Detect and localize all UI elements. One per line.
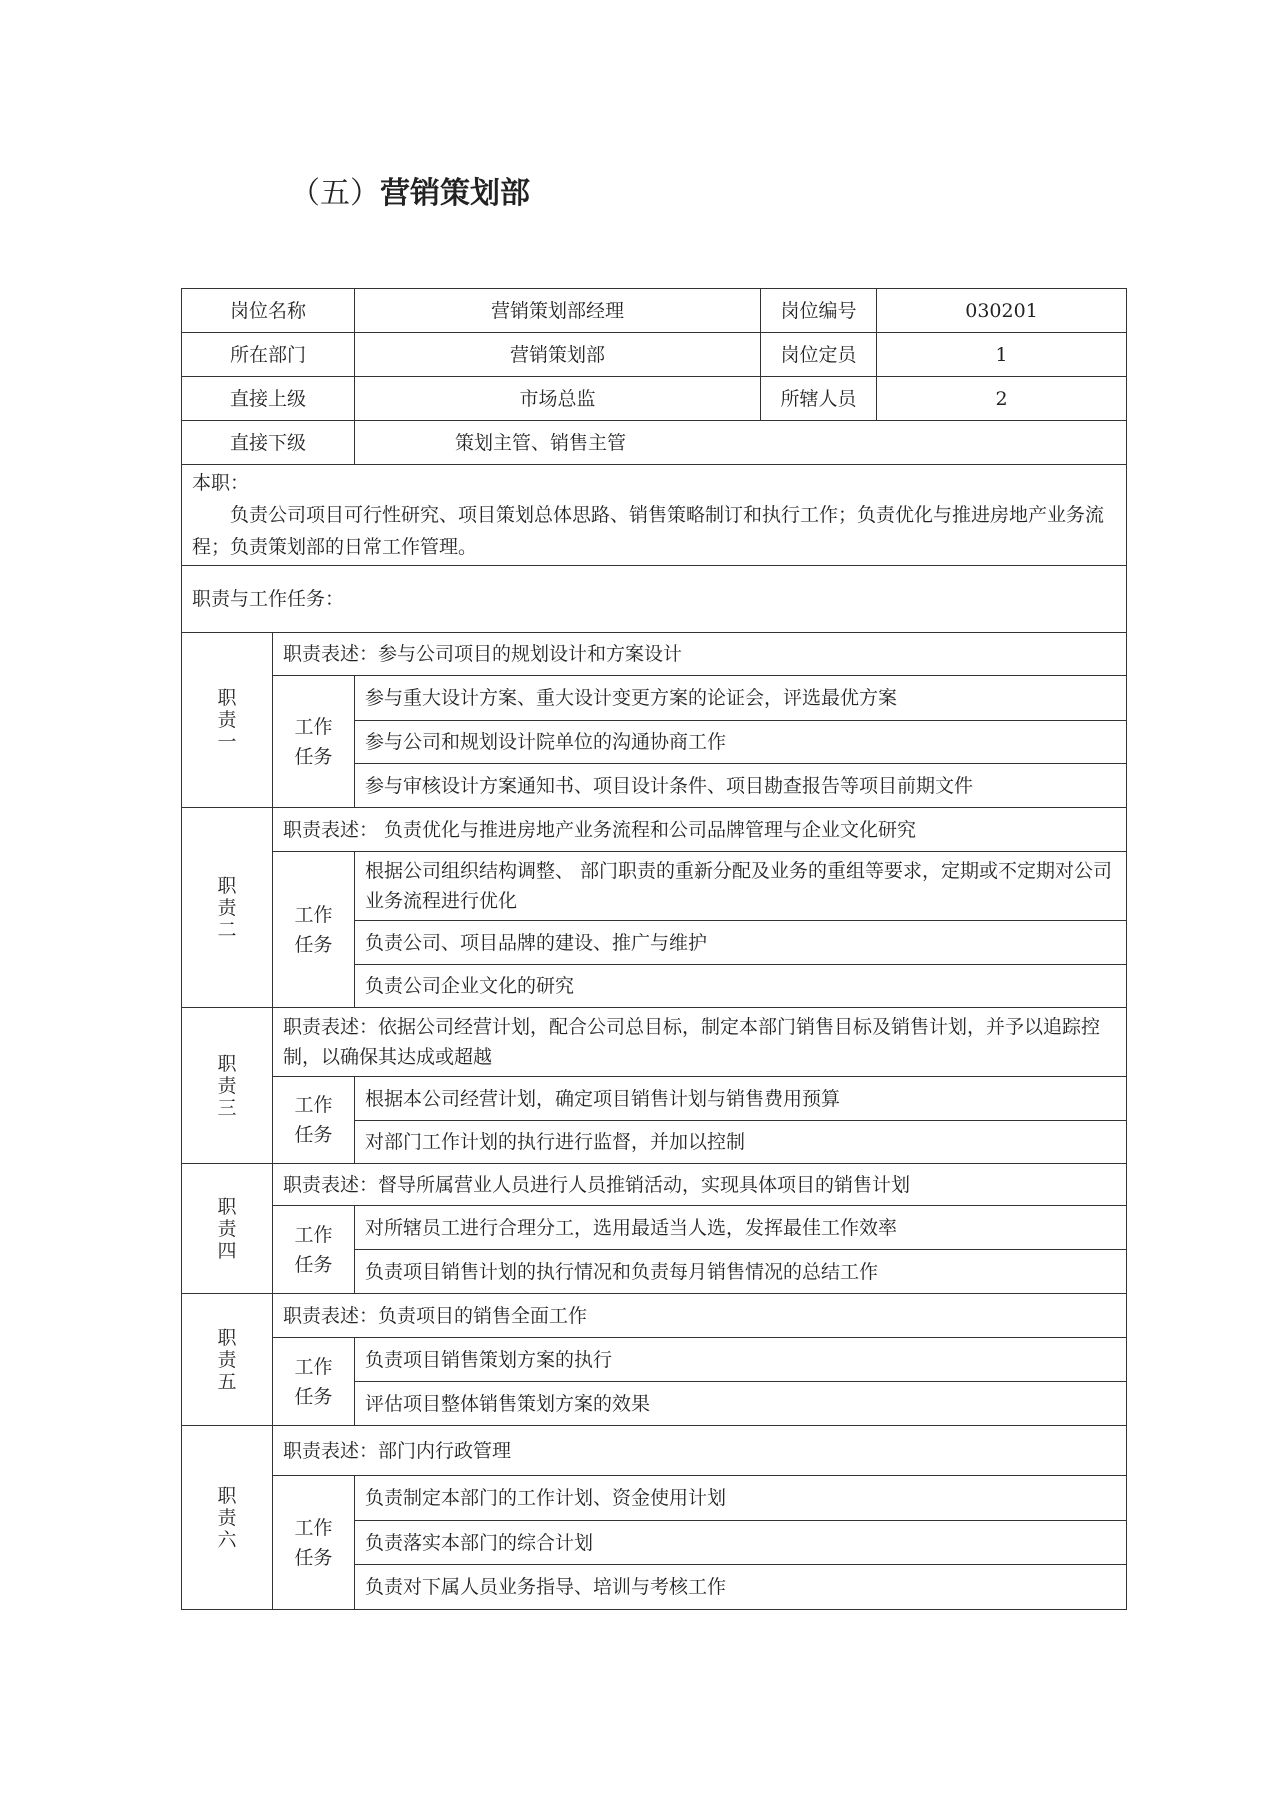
- table-row: [182, 1476, 1127, 1521]
- field-value: 1: [877, 333, 1127, 377]
- task-item: 参与公司和规划设计院单位的沟通协商工作: [355, 721, 1127, 764]
- table-row: [182, 1426, 1127, 1476]
- table-row: [182, 1077, 1127, 1121]
- table-row: [182, 377, 1127, 421]
- field-value: 营销策划部经理: [355, 289, 761, 333]
- duty-name: 职责二: [217, 874, 237, 941]
- task-item: 负责对下属人员业务指导、培训与考核工作: [355, 1565, 1127, 1610]
- field-value: 市场总监: [355, 377, 761, 421]
- task-label-text: 工作任务: [294, 1223, 333, 1276]
- task-label-text: 工作任务: [294, 903, 333, 956]
- task-item: 负责项目销售策划方案的执行: [355, 1338, 1127, 1382]
- task-item: 参与重大设计方案、重大设计变更方案的论证会，评选最优方案: [355, 676, 1127, 721]
- duty-description: 职责表述：部门内行政管理: [273, 1426, 1127, 1476]
- summary-label: 本职：: [192, 472, 250, 494]
- duty-label: [182, 1008, 273, 1164]
- duty-label: [182, 1426, 273, 1610]
- table-row: [182, 1206, 1127, 1250]
- task-item: 对部门工作计划的执行进行监督，并加以控制: [355, 1121, 1127, 1164]
- table-row: [182, 633, 1127, 676]
- task-label-text: 工作任务: [294, 715, 333, 768]
- duty-description: 职责表述： 负责优化与推进房地产业务流程和公司品牌管理与企业文化研究: [273, 808, 1127, 852]
- task-label: [273, 676, 355, 808]
- field-value: 030201: [877, 289, 1127, 333]
- table-row: [182, 421, 1127, 465]
- duty-name: 职责四: [217, 1195, 237, 1262]
- duty-name: 职责六: [217, 1484, 237, 1551]
- duty-label: [182, 1294, 273, 1426]
- task-label: [273, 1077, 355, 1164]
- field-label: 直接下级: [182, 421, 355, 465]
- duty-description: 职责表述：参与公司项目的规划设计和方案设计: [273, 633, 1127, 676]
- task-item: 根据公司组织结构调整、 部门职责的重新分配及业务的重组等要求，定期或不定期对公司业务流程进行优化: [355, 852, 1127, 921]
- summary-cell: [182, 465, 1127, 566]
- field-label: 所辖人员: [761, 377, 877, 421]
- task-label: [273, 1476, 355, 1610]
- task-label-text: 工作任务: [294, 1516, 333, 1569]
- table-row: [182, 566, 1127, 633]
- duty-label: [182, 1164, 273, 1294]
- field-label: 岗位定员: [761, 333, 877, 377]
- field-label: 所在部门: [182, 333, 355, 377]
- duty-description: 职责表述：负责项目的销售全面工作: [273, 1294, 1127, 1338]
- task-item: 负责落实本部门的综合计划: [355, 1521, 1127, 1565]
- table-row: [182, 289, 1127, 333]
- field-label: 直接上级: [182, 377, 355, 421]
- duties-header: 职责与工作任务：: [182, 566, 1127, 633]
- task-item: 负责公司企业文化的研究: [355, 965, 1127, 1008]
- table-row: [182, 808, 1127, 852]
- task-label: [273, 852, 355, 1008]
- table-row: [182, 852, 1127, 921]
- summary-text: 负责公司项目可行性研究、项目策划总体思路、销售策略制订和执行工作；负责优化与推进房地产业务流程；负责策划部的日常工作管理。: [192, 504, 1105, 558]
- duty-name: 职责五: [217, 1326, 237, 1393]
- table-row: [182, 333, 1127, 377]
- task-label-text: 工作任务: [294, 1355, 333, 1408]
- task-label: [273, 1206, 355, 1294]
- task-item: 负责制定本部门的工作计划、资金使用计划: [355, 1476, 1127, 1521]
- table-row: [182, 676, 1127, 721]
- duty-label: [182, 633, 273, 808]
- task-item: 参与审核设计方案通知书、项目设计条件、项目勘查报告等项目前期文件: [355, 764, 1127, 808]
- task-label: [273, 1338, 355, 1426]
- table-row: [182, 1164, 1127, 1206]
- task-item: 负责项目销售计划的执行情况和负责每月销售情况的总结工作: [355, 1250, 1127, 1294]
- duty-name: 职责三: [217, 1052, 237, 1119]
- task-item: 对所辖员工进行合理分工，选用最适当人选，发挥最佳工作效率: [355, 1206, 1127, 1250]
- duty-name: 职责一: [217, 687, 237, 753]
- duty-description: 职责表述：督导所属营业人员进行人员推销活动，实现具体项目的销售计划: [273, 1164, 1127, 1206]
- table-row: [182, 1008, 1127, 1077]
- task-item: 负责公司、项目品牌的建设、推广与维护: [355, 921, 1127, 965]
- table-row: [182, 465, 1127, 566]
- section-title: （五）营销策划部: [290, 176, 530, 211]
- table-row: [182, 1338, 1127, 1382]
- field-value: 策划主管、销售主管: [355, 421, 1127, 465]
- job-description-table: [181, 288, 1127, 1610]
- field-label: 岗位名称: [182, 289, 355, 333]
- field-value: 2: [877, 377, 1127, 421]
- duty-description: 职责表述：依据公司经营计划，配合公司总目标，制定本部门销售目标及销售计划，并予以追踪控制，以确保其达成或超越: [273, 1008, 1127, 1077]
- task-item: 根据本公司经营计划，确定项目销售计划与销售费用预算: [355, 1077, 1127, 1121]
- field-value: 营销策划部: [355, 333, 761, 377]
- duty-label: [182, 808, 273, 1008]
- task-item: 评估项目整体销售策划方案的效果: [355, 1382, 1127, 1426]
- task-label-text: 工作任务: [294, 1094, 333, 1146]
- table-row: [182, 1294, 1127, 1338]
- field-label: 岗位编号: [761, 289, 877, 333]
